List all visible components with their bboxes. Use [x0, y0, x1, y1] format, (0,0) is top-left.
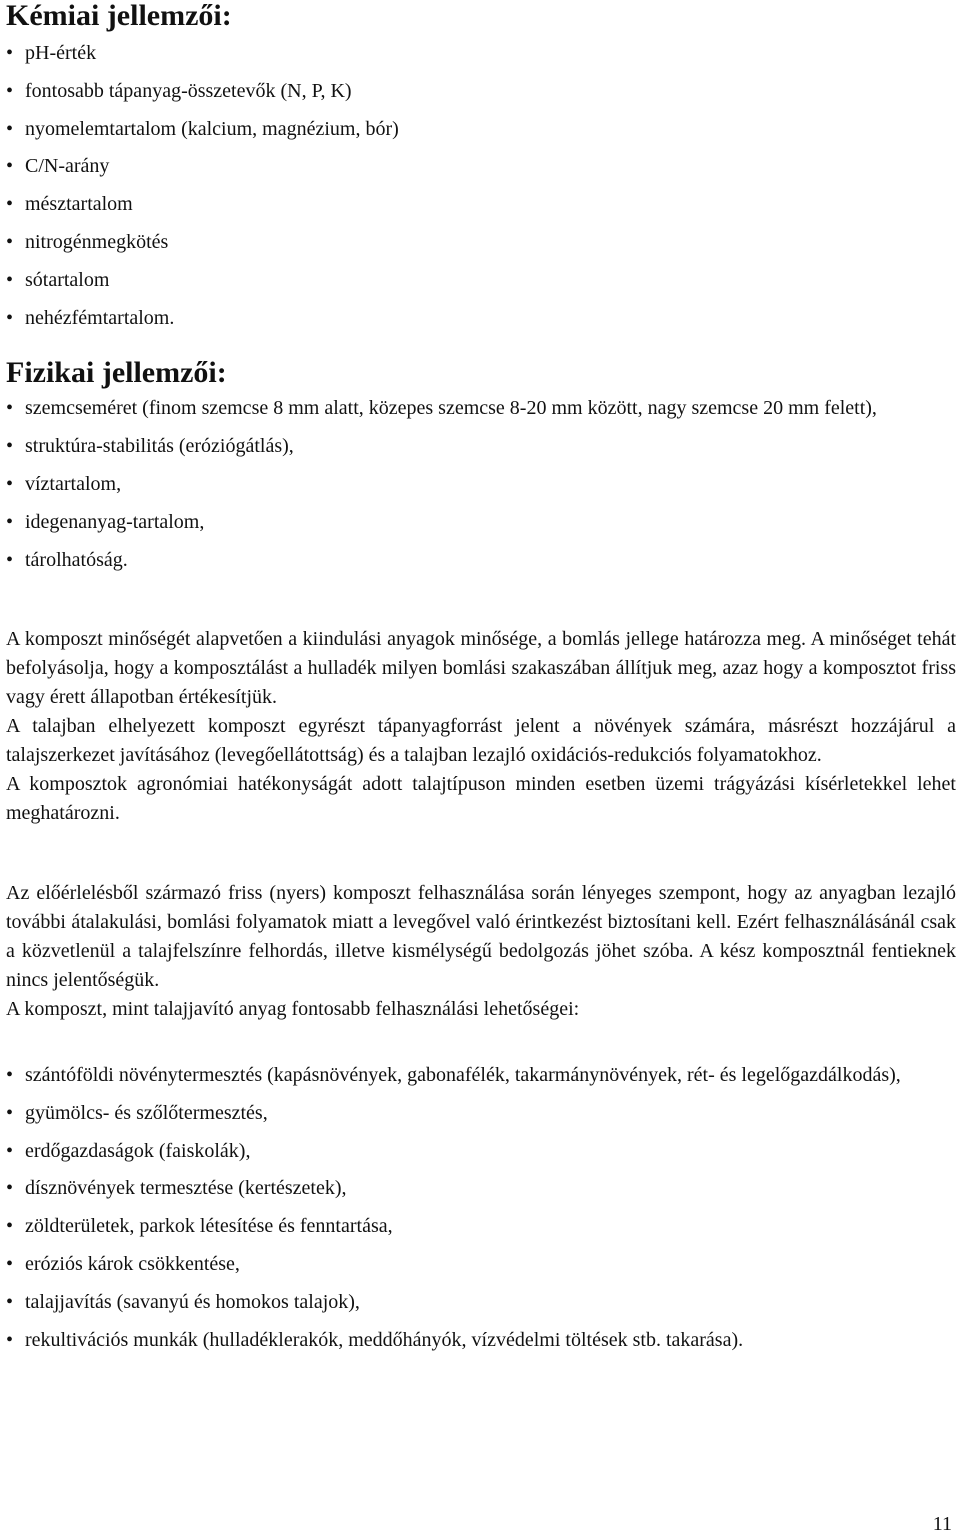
bullet-icon: •	[6, 473, 14, 495]
list-item: • zöldterületek, parkok létesítése és fenntartása,	[6, 1212, 956, 1241]
list-item: • talajjavítás (savanyú és homokos talajok),	[6, 1288, 956, 1317]
list-item: • rekultivációs munkák (hulladéklerakók, meddőhányók, vízvédelmi töltések stb. takarása).	[6, 1326, 956, 1355]
list-item: • tárolhatóság.	[6, 546, 956, 575]
bullet-icon: •	[6, 1290, 14, 1313]
paragraph: Az előérlelésből származó friss (nyers) komposzt felhasználása során lényeges szempont, hogy az anyagban lezajló további átalakulási, bomlási folyamatok miatt a levegővel való érintkezést biztosítani kell. Ezért felhasználásánál csak a közvetlenül a talajfelszínre felhordás, illetve kismélységű bedolgozás jöhet szóba. A kész komposztnál fentieknek nincs jelentőségük.	[6, 882, 956, 991]
physical-properties-list	[6, 394, 956, 584]
list-item: • sótartalom	[6, 262, 399, 300]
list-item: • víztartalom,	[6, 470, 956, 499]
list-item: • dísznövények termesztése (kertészetek),	[6, 1174, 956, 1203]
list-item: • szemcseméret (finom szemcse 8 mm alatt, közepes szemcse 8-20 mm között, nagy szemcse 20 mm felett),	[6, 394, 956, 423]
bullet-icon: •	[6, 268, 14, 291]
list-item: • gyümölcs- és szőlőtermesztés,	[6, 1099, 956, 1128]
list-item: • fontosabb tápanyag-összetevők (N, P, K)	[6, 73, 399, 111]
bullet-icon: •	[6, 1328, 14, 1351]
bullet-icon: •	[6, 42, 14, 64]
bullet-icon: •	[6, 79, 14, 102]
bullet-icon: •	[6, 1252, 14, 1275]
paragraph: A komposzt, mint talajjavító anyag fontosabb felhasználási lehetőségei:	[6, 998, 580, 1020]
list-item: • pH-érték	[6, 35, 399, 73]
list-item: • nehézfémtartalom.	[6, 300, 399, 338]
list-item: • nitrogénmegkötés	[6, 224, 399, 262]
bullet-icon: •	[6, 435, 14, 457]
bullet-icon: •	[6, 155, 14, 178]
bullet-icon: •	[6, 1101, 14, 1124]
list-item: • erdőgazdaságok (faiskolák),	[6, 1137, 956, 1166]
bullet-icon: •	[6, 549, 14, 571]
paragraph: A komposzt minőségét alapvetően a kiindulási anyagok minősége, a bomlás jellege határozza meg. A minőséget tehát befolyásolja, hogy a komposztálást a hulladék milyen bomlási szakaszában állítjuk meg, azaz hogy a komposztot friss vagy érett állapotban értékesítjük.	[6, 628, 956, 708]
bullet-icon: •	[6, 230, 14, 253]
list-item: • eróziós károk csökkentése,	[6, 1250, 956, 1279]
paragraph: A talajban elhelyezett komposzt egyrészt tápanyagforrást jelent a növények számára, másrészt hozzájárul a talajszerkezet javításához (levegőellátottság) és a talajban lezajló oxidációs-redukciós folyamatokhoz.	[6, 715, 956, 766]
list-item: • mésztartalom	[6, 186, 399, 224]
physical-properties-heading: Fizikai jellemzői:	[6, 356, 227, 389]
bullet-icon: •	[6, 397, 14, 419]
list-item: • struktúra-stabilitás (eróziógátlás),	[6, 432, 956, 461]
bullet-icon: •	[6, 193, 14, 216]
page-number: 11	[932, 1513, 952, 1535]
paragraph: A komposztok agronómiai hatékonyságát adott talajtípuson minden esetben üzemi trágyázási kísérletekkel lehet meghatározni.	[6, 773, 956, 824]
list-item: • C/N-arány	[6, 148, 399, 186]
bullet-icon: •	[6, 511, 14, 533]
uses-list	[6, 1061, 956, 1363]
list-item: • szántóföldi növénytermesztés (kapásnövények, gabonafélék, takarmánynövények, rét- és legelőgazdálkodás),	[6, 1061, 956, 1090]
bullet-icon: •	[6, 1215, 14, 1238]
chemical-properties-heading: Kémiai jellemzői:	[6, 0, 232, 32]
bullet-icon: •	[6, 306, 14, 329]
bullet-icon: •	[6, 1064, 14, 1086]
usage-paragraphs	[6, 879, 956, 1024]
bullet-icon: •	[6, 1139, 14, 1162]
bullet-icon: •	[6, 1177, 14, 1200]
bullet-icon: •	[6, 117, 14, 140]
list-item: • nyomelemtartalom (kalcium, magnézium, bór)	[6, 111, 399, 149]
list-item: • idegenanyag-tartalom,	[6, 508, 956, 537]
quality-paragraphs	[6, 625, 956, 828]
chemical-properties-list	[6, 35, 399, 337]
